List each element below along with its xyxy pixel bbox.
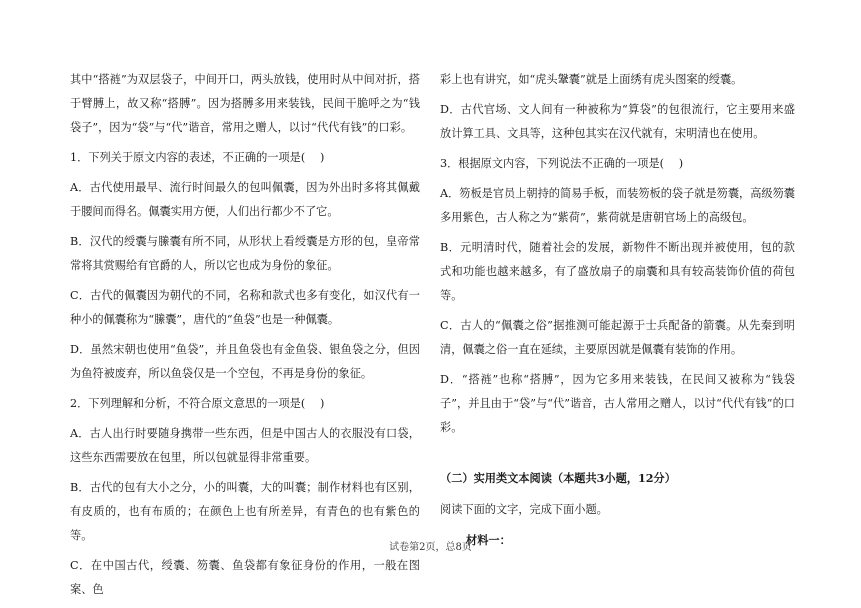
question-2-stem: 2．下列理解和分析，不符合原文意思的一项是( ): [70, 397, 325, 410]
section-heading: （二）实用类文本阅读（本题共3小题，12分）: [440, 471, 676, 485]
question-2-option-b: B．古代的包有大小之分，小的叫囊，大的叫囊；制作材料也有区别，有皮质的，也有布质的；在颜色上也有所差异，有青色的也有紫色的等。: [70, 481, 420, 542]
question-1-option-d: D．虽然宋朝也使用“鱼袋”，并且鱼袋也有金鱼袋、银鱼袋之分，但因为鱼符被废弃，所以鱼袋仅是一个空包，不再是身份的象征。: [70, 343, 420, 380]
question-3-option-b: B．元明清时代，随着社会的发展，新物件不断出现并被使用，包的款式和功能也越来越多，有了盛放扇子的扇囊和具有较高装饰价值的荷包等。: [440, 241, 795, 302]
reading-instruction: 阅读下面的文字，完成下面小题。: [440, 503, 608, 516]
question-2-option-c-continued: 彩上也有讲究，如“虎头鞶囊”就是上面绣有虎头图案的绶囊。: [440, 73, 743, 86]
passage-paragraph: 其中“搭裢”为双层袋子，中间开口，两头放钱，使用时从中间对折，搭于臂膊上，故又称“搭膊”。因为搭膊多用来装钱，民间干脆呼之为“钱袋子”，因为“袋”与“代”谐音，常用之赠人，以讨“代代有钱”的口彩。: [70, 73, 420, 134]
question-2-option-c: C．在中国古代，绶囊、笏囊、鱼袋都有象征身份的作用，一般在图案、色: [70, 559, 420, 596]
question-2-option-d: D．古代官场、文人间有一种被称为“算袋”的包很流行，它主要用来盛放计算工具、文具等，这种包其实在汉代就有，宋明清也在使用。: [440, 103, 795, 140]
right-column: [440, 68, 795, 552]
question-1-option-b: B．汉代的绶囊与縢囊有所不同，从形状上看绶囊是方形的包，皇帝常常将其赏赐给有官爵的人，所以它也成为身份的象征。: [70, 235, 420, 272]
question-1-option-c: C．古代的佩囊因为朝代的不同，名称和款式也多有变化，如汉代有一种小的佩囊称为“縢囊”，唐代的“鱼袋”也是一种佩囊。: [70, 289, 420, 326]
question-1-option-a: A．古代使用最早、流行时间最久的包叫佩囊，因为外出时多将其佩戴于腰间而得名。佩囊实用方便，人们出行都少不了它。: [70, 181, 420, 218]
question-3-option-a: A．笏板是官员上朝持的简易手板，而装笏板的袋子就是笏囊，高级笏囊多用紫色，古人称之为“紫荷”，紫荷就是唐朝官场上的高级包。: [440, 187, 795, 224]
question-2-option-a: A．古人出行时要随身携带一些东西，但是中国古人的衣服没有口袋，这些东西需要放在包里，所以包就显得非常重要。: [70, 427, 420, 464]
question-3-option-d: D．“搭裢”也称“搭膊”，因为它多用来装钱，在民间又被称为“钱袋子”，并且由于“袋”与“代”谐音，古人常用之赠人，以讨“代代有钱”的口彩。: [440, 373, 795, 434]
question-3-stem: 3．根据原文内容，下列说法不正确的一项是( ): [440, 157, 684, 170]
question-3-option-c: C．古人的“佩囊之俗”据推测可能起源于士兵配备的箭囊。从先秦到明清，佩囊之俗一直在延续，主要原因就是佩囊有装饰的作用。: [440, 319, 795, 356]
page-footer: 试卷第2页，总8页: [389, 542, 472, 553]
question-1-stem: 1．下列关于原文内容的表述，不正确的一项是( ): [70, 151, 325, 164]
material-heading: 材料一：: [466, 533, 511, 547]
left-column: [70, 68, 420, 608]
